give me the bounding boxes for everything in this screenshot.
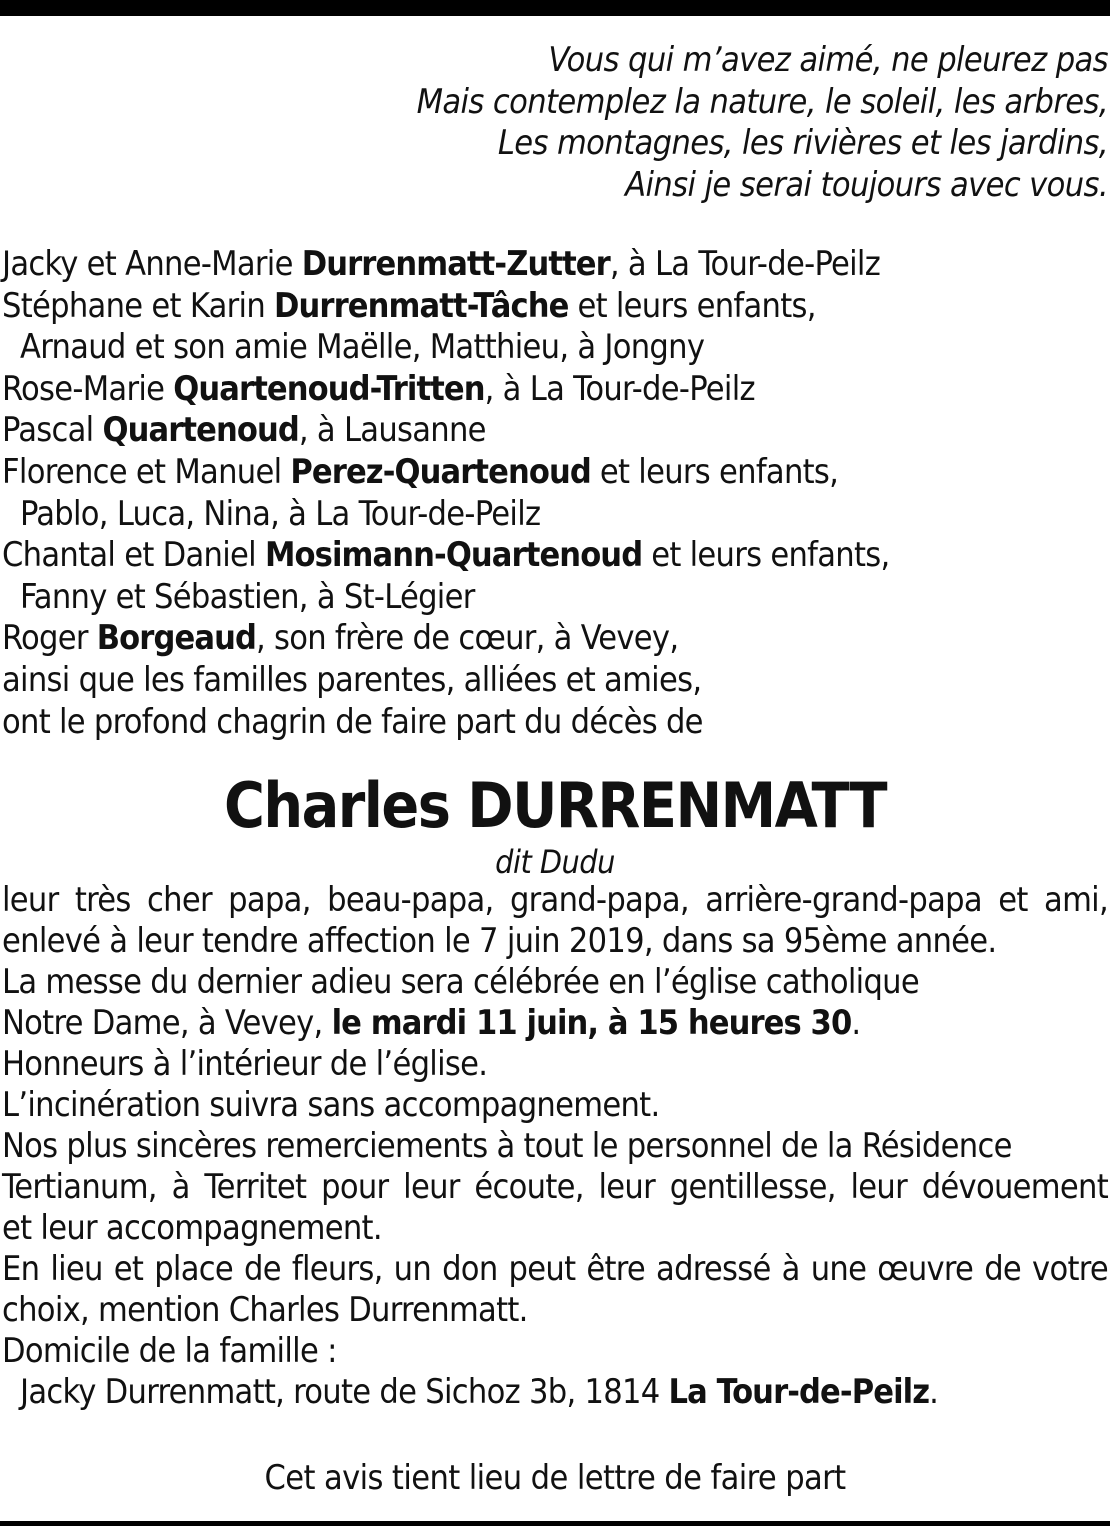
body-line: Notre Dame, à Vevey, le mardi 11 juin, à 15 heures 30.: [2, 1003, 861, 1043]
body-line: Honneurs à l’intérieur de l’église.: [2, 1044, 488, 1084]
family-surname: Quartenoud: [102, 410, 299, 451]
footer-notice: Cet avis tient lieu de lettre de faire part: [264, 1458, 846, 1498]
body-line: L’incinération suivra sans accompagnement.: [2, 1085, 660, 1125]
family-announcers: [2, 244, 1102, 743]
family-line: Chantal et Daniel Mosimann-Quartenoud et leurs enfants,: [2, 535, 890, 576]
poem-line: Mais contemplez la nature, le soleil, les arbres,: [416, 81, 1108, 122]
body-line: leur très cher papa, beau-papa, grand-papa, arrière-grand-papa et ami,: [2, 880, 1108, 920]
body-line: Tertianum, à Territet pour leur écoute, leur gentillesse, leur dévouement: [2, 1167, 1108, 1207]
deceased-name: Charles DURRENMATT: [223, 769, 887, 842]
poem-line: Les montagnes, les rivières et les jardins,: [497, 123, 1108, 163]
family-line: Jacky et Anne-Marie Durrenmatt-Zutter, à La Tour-de-Peilz: [2, 244, 881, 284]
family-line: ont le profond chagrin de faire part du décès de: [2, 701, 703, 742]
family-line: Roger Borgeaud, son frère de cœur, à Vevey,: [2, 618, 679, 659]
family-surname: Durrenmatt-Tâche: [274, 285, 569, 326]
family-line: Florence et Manuel Perez-Quartenoud et leurs enfants,: [2, 451, 839, 492]
body-line: Domicile de la famille :: [2, 1331, 337, 1371]
poem-line: Ainsi je serai toujours avec vous.: [625, 164, 1108, 205]
body-line: La messe du dernier adieu sera célébrée en l’église catholique: [2, 962, 919, 1002]
family-line: ainsi que les familles parentes, alliées et amies,: [2, 659, 702, 700]
address-town: La Tour-de-Peilz: [668, 1372, 930, 1412]
family-surname: Mosimann-Quartenoud: [265, 535, 643, 576]
top-border-rule: [0, 0, 1110, 16]
family-line: Pascal Quartenoud, à Lausanne: [2, 410, 486, 451]
body-line: enlevé à leur tendre affection le 7 juin 2019, dans sa 95ème année.: [2, 921, 997, 961]
family-surname: Perez-Quartenoud: [290, 451, 591, 492]
deceased-alias: dit Dudu: [495, 843, 615, 881]
body-line: et leur accompagnement.: [2, 1208, 382, 1248]
ceremony-datetime: le mardi 11 juin, à 15 heures 30: [331, 1003, 852, 1043]
family-line: Arnaud et son amie Maëlle, Matthieu, à Jongny: [20, 327, 705, 368]
body-line: choix, mention Charles Durrenmatt.: [2, 1290, 528, 1330]
family-line: Rose-Marie Quartenoud-Tritten, à La Tour-de-Peilz: [2, 368, 755, 409]
poem-line: Vous qui m’avez aimé, ne pleurez pas: [548, 40, 1108, 80]
family-surname: Durrenmatt-Zutter: [301, 244, 610, 284]
family-line: Stéphane et Karin Durrenmatt-Tâche et leurs enfants,: [2, 285, 816, 326]
family-line: Pablo, Luca, Nina, à La Tour-de-Peilz: [20, 493, 541, 534]
family-surname: Borgeaud: [96, 618, 256, 659]
body-line: Nos plus sincères remerciements à tout le personnel de la Résidence: [2, 1126, 1012, 1166]
epitaph-poem: [108, 40, 1108, 206]
family-address: Jacky Durrenmatt, route de Sichoz 3b, 1814 La Tour-de-Peilz.: [20, 1372, 939, 1412]
bottom-border-rule: [0, 1521, 1110, 1526]
family-surname: Quartenoud-Tritten: [173, 368, 485, 409]
body-line: En lieu et place de fleurs, un don peut être adressé à une œuvre de votre: [2, 1249, 1108, 1289]
announcement-body: [2, 880, 1108, 1413]
family-line: Fanny et Sébastien, à St-Légier: [20, 576, 475, 617]
